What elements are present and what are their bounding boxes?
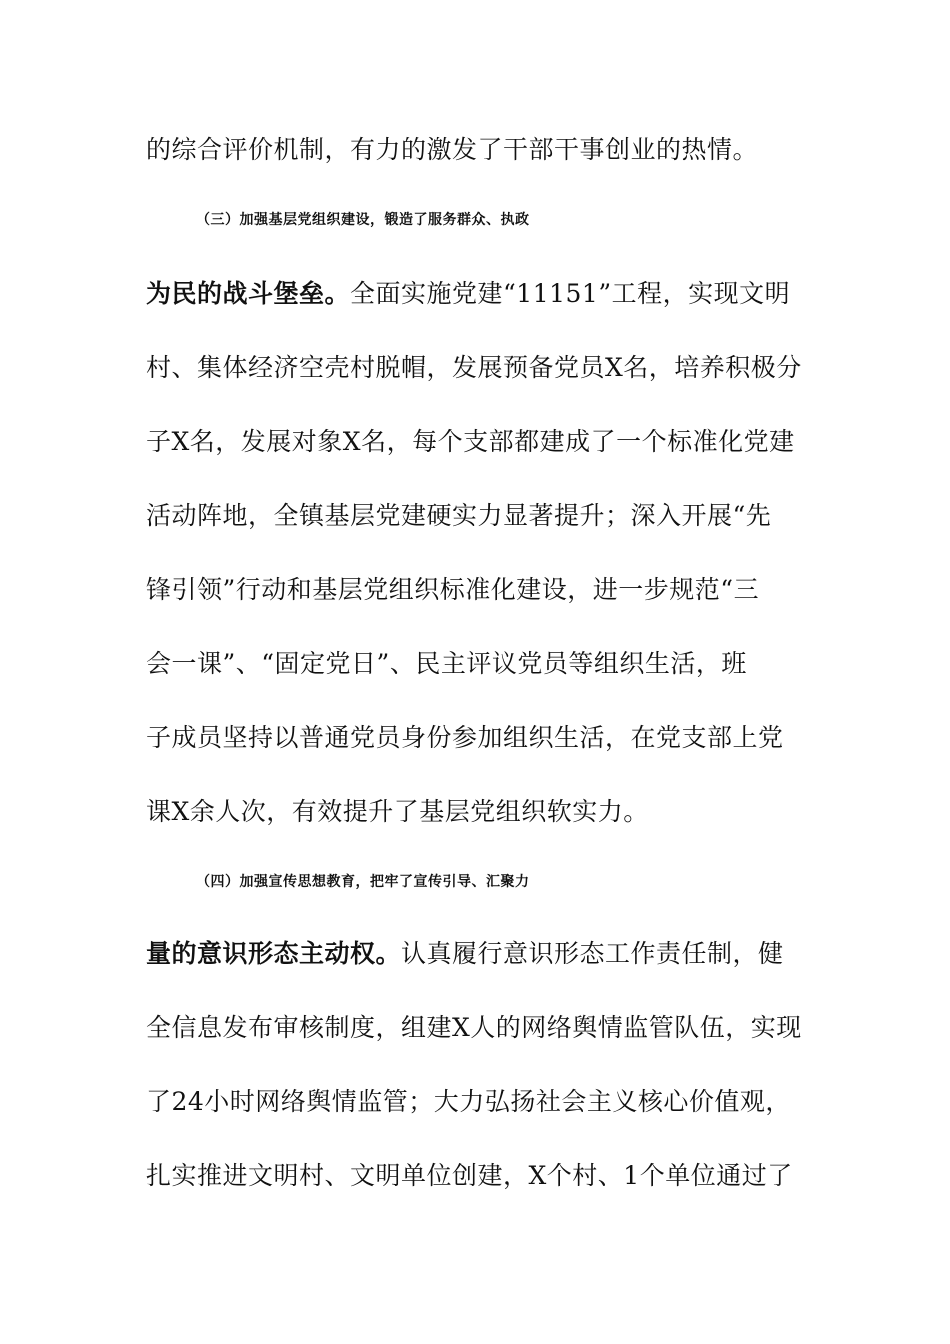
section-heading-line xyxy=(196,865,866,899)
body-text-line xyxy=(146,573,816,607)
text-segment: 了24小时网络舆情监管；大力弘扬社会主义核心价值观， xyxy=(146,1087,791,1116)
section-heading-line xyxy=(196,203,866,237)
text-segment: 的综合评价机制，有力的激发了干部干事创业的热情。 xyxy=(146,135,759,164)
text-segment: 课X余人次，有效提升了基层党组织软实力。 xyxy=(146,797,649,826)
body-text-line xyxy=(146,937,816,971)
body-text-line xyxy=(146,1159,816,1193)
body-text-line xyxy=(146,499,816,533)
section-heading-four-cont: 量的意识形态主动权。 xyxy=(146,939,402,968)
text-segment: 认真履行意识形态工作责任制，健 xyxy=(401,939,784,968)
body-text-line xyxy=(146,133,816,167)
text-segment: 扎实推进文明村、文明单位创建，X个村、1个单位通过了 xyxy=(146,1161,793,1190)
section-heading-four: （四）加强宣传思想教育，把牢了宣传引导、汇聚力 xyxy=(196,874,530,890)
text-segment: 村、集体经济空壳村脱帽，发展预备党员X名，培养积极分 xyxy=(146,353,802,382)
body-text-line xyxy=(146,351,816,385)
section-heading-three-cont: 为民的战斗堡垒。 xyxy=(146,279,351,308)
body-text-line xyxy=(146,277,816,311)
section-heading-three: （三）加强基层党组织建设，锻造了服务群众、执政 xyxy=(196,212,530,228)
body-text-line xyxy=(146,1011,816,1045)
text-segment: 全信息发布审核制度，组建X人的网络舆情监管队伍，实现 xyxy=(146,1013,802,1042)
text-segment: 子X名，发展对象X名，每个支部都建成了一个标准化党建 xyxy=(146,427,795,456)
text-segment: 全面实施党建“11151”工程，实现文明 xyxy=(350,279,791,308)
text-segment: 活动阵地，全镇基层党建硬实力显著提升；深入开展“先 xyxy=(146,501,772,530)
text-segment: 锋引领”行动和基层党组织标准化建设，进一步规范“三 xyxy=(146,575,760,604)
body-text-line xyxy=(146,721,816,755)
body-text-line xyxy=(146,1085,816,1119)
text-segment: 会一课”、“固定党日”、民主评议党员等组织生活，班 xyxy=(146,649,747,678)
body-text-line xyxy=(146,647,816,681)
body-text-line xyxy=(146,795,816,829)
body-text-line xyxy=(146,425,816,459)
text-segment: 子成员坚持以普通党员身份参加组织生活，在党支部上党 xyxy=(146,723,784,752)
